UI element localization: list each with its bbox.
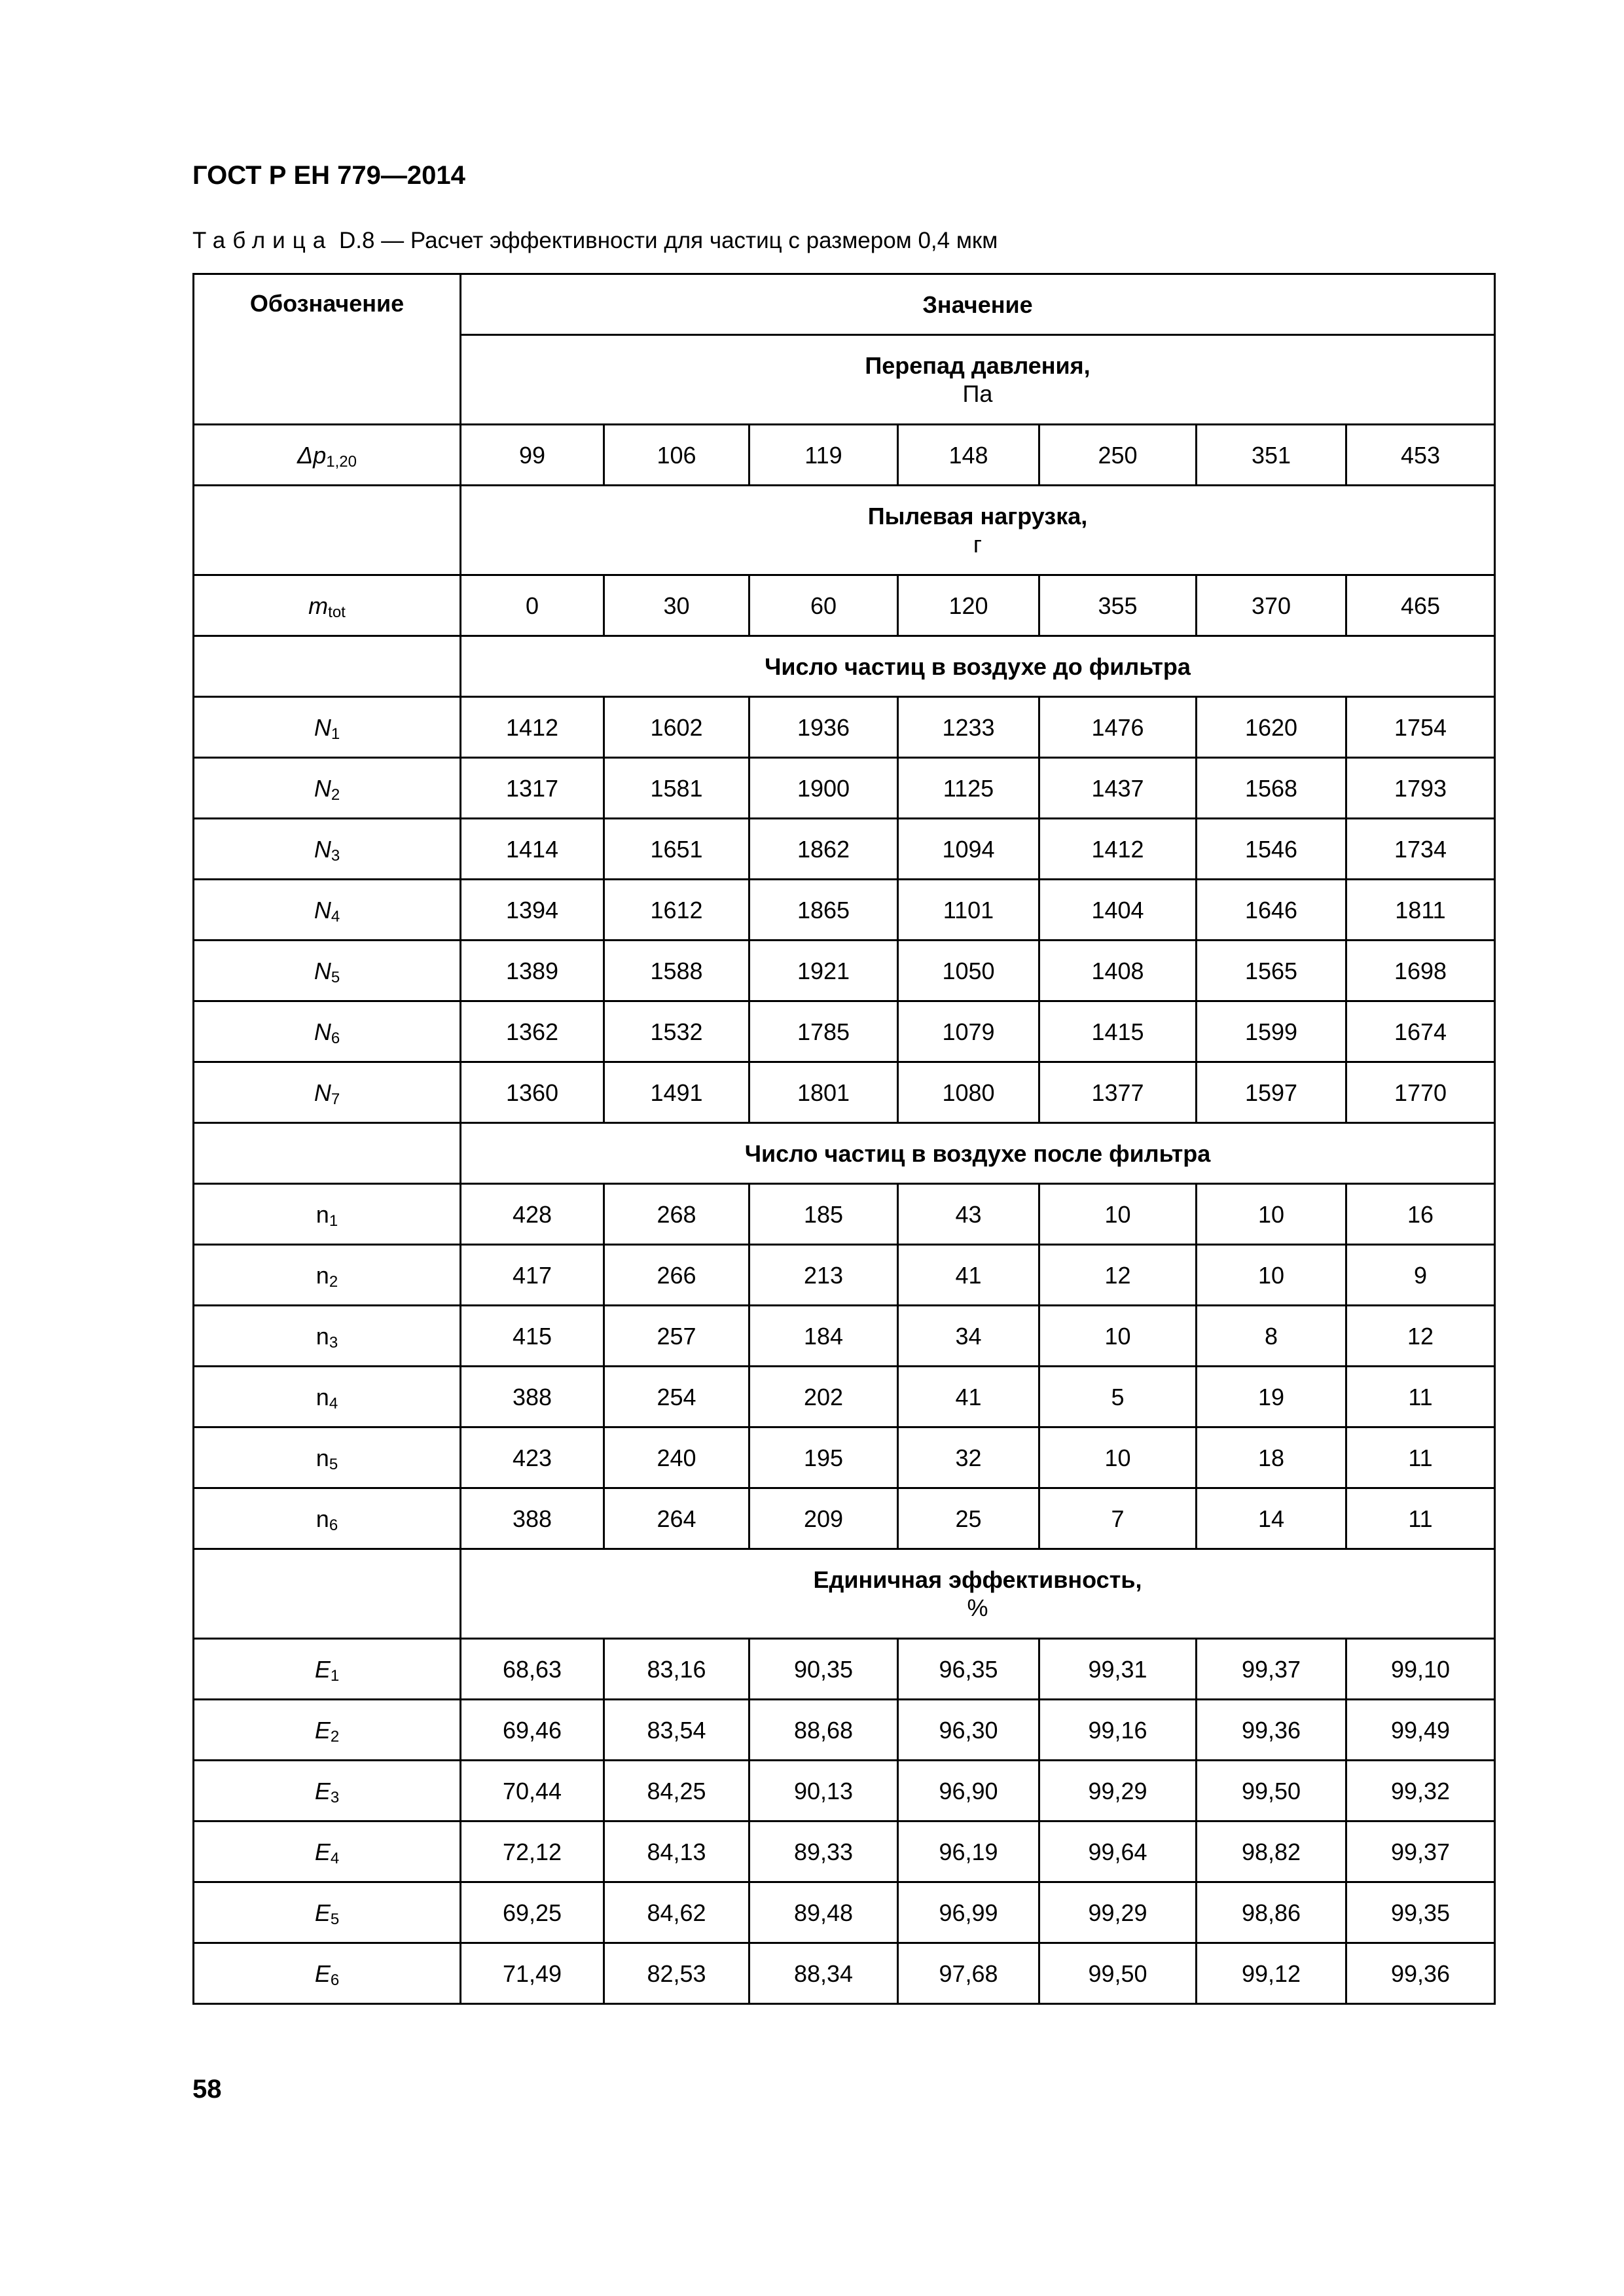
table-caption-text: D.8 — Расчет эффективности для частиц с размером 0,4 мкм	[338, 228, 998, 253]
section-title-text: Пылевая нагрузка,	[867, 503, 1088, 529]
symbol-subscript: 6	[329, 1516, 338, 1534]
symbol-cell	[194, 575, 461, 636]
table-row	[194, 1821, 1495, 1882]
value-cell: 1599	[1197, 1001, 1346, 1062]
symbol-letter: N	[314, 1018, 331, 1045]
value-cell: 1362	[461, 1001, 604, 1062]
value-cell: 184	[749, 1306, 898, 1367]
value-cell: 1770	[1346, 1062, 1495, 1123]
table-row	[194, 1761, 1495, 1821]
value-cell: 1811	[1346, 880, 1495, 941]
value-cell: 89,48	[749, 1882, 898, 1943]
value-cell: 185	[749, 1184, 898, 1245]
value-cell: 453	[1346, 425, 1495, 486]
value-cell: 96,19	[898, 1821, 1039, 1882]
symbol-subscript: 2	[331, 785, 340, 804]
value-cell: 84,25	[604, 1761, 749, 1821]
value-cell: 1050	[898, 941, 1039, 1001]
value-cell: 1620	[1197, 697, 1346, 758]
value-cell: 1865	[749, 880, 898, 941]
table-row	[194, 1639, 1495, 1700]
value-cell: 266	[604, 1245, 749, 1306]
symbol-cell	[194, 1761, 461, 1821]
symbol-cell	[194, 425, 461, 486]
symbol-letter: E	[314, 1716, 331, 1744]
symbol-letter: N	[314, 896, 331, 924]
value-cell: 254	[604, 1367, 749, 1427]
value-cell: 195	[749, 1427, 898, 1488]
value-cell: 12	[1039, 1245, 1197, 1306]
value-cell: 96,30	[898, 1700, 1039, 1761]
value-cell: 68,63	[461, 1639, 604, 1700]
table-row	[194, 1184, 1495, 1245]
table-row	[194, 819, 1495, 880]
section-header-row	[194, 1549, 1495, 1639]
table-row	[194, 1882, 1495, 1943]
symbol-cell	[194, 1184, 461, 1245]
value-cell: 99,36	[1346, 1943, 1495, 2004]
symbol-subscript: 4	[330, 1849, 340, 1867]
empty-symbol-cell	[194, 636, 461, 697]
symbol-cell	[194, 1700, 461, 1761]
value-cell: 10	[1039, 1427, 1197, 1488]
value-cell: 43	[898, 1184, 1039, 1245]
value-cell: 90,13	[749, 1761, 898, 1821]
value-cell: 34	[898, 1306, 1039, 1367]
symbol-cell	[194, 941, 461, 1001]
symbol-subscript: 2	[329, 1272, 338, 1291]
value-cell: 71,49	[461, 1943, 604, 2004]
value-cell: 1921	[749, 941, 898, 1001]
symbol-subscript: 5	[331, 968, 340, 986]
value-cell: 1801	[749, 1062, 898, 1123]
symbol-letter: N	[314, 957, 331, 984]
value-cell: 1565	[1197, 941, 1346, 1001]
symbol-letter: n	[316, 1261, 329, 1289]
value-cell: 83,54	[604, 1700, 749, 1761]
value-cell: 1415	[1039, 1001, 1197, 1062]
value-cell: 106	[604, 425, 749, 486]
page-number: 58	[192, 2075, 222, 2104]
section-title-text: Единичная эффективность,	[813, 1566, 1142, 1593]
value-cell: 1412	[1039, 819, 1197, 880]
value-cell: 99,29	[1039, 1882, 1197, 1943]
table-header-row	[194, 274, 1495, 335]
value-cell: 250	[1039, 425, 1197, 486]
symbol-letter: m	[308, 592, 329, 619]
symbol-cell	[194, 1062, 461, 1123]
value-cell: 1377	[1039, 1062, 1197, 1123]
value-cell: 202	[749, 1367, 898, 1427]
value-cell: 99,32	[1346, 1761, 1495, 1821]
empty-symbol-cell	[194, 486, 461, 575]
symbol-cell	[194, 1367, 461, 1427]
value-cell: 465	[1346, 575, 1495, 636]
value-cell: 370	[1197, 575, 1346, 636]
value-cell: 99,50	[1039, 1943, 1197, 2004]
symbol-subscript: 4	[329, 1394, 338, 1412]
symbol-letter: E	[314, 1960, 331, 1987]
symbol-subscript: tot	[328, 603, 346, 621]
symbol-letter: n	[316, 1444, 329, 1471]
value-cell: 1360	[461, 1062, 604, 1123]
value-cell: 99,37	[1346, 1821, 1495, 1882]
value-cell: 1546	[1197, 819, 1346, 880]
table-row	[194, 1306, 1495, 1367]
table-row	[194, 1062, 1495, 1123]
empty-symbol-cell	[194, 1123, 461, 1184]
symbol-subscript: 2	[330, 1727, 340, 1746]
value-cell: 96,90	[898, 1761, 1039, 1821]
value-cell: 82,53	[604, 1943, 749, 2004]
value-cell: 1317	[461, 758, 604, 819]
section-header-row	[194, 486, 1495, 575]
value-cell: 213	[749, 1245, 898, 1306]
empty-symbol-cell	[194, 1549, 461, 1639]
value-cell: 1734	[1346, 819, 1495, 880]
value-cell: 18	[1197, 1427, 1346, 1488]
value-cell: 1080	[898, 1062, 1039, 1123]
value-cell: 119	[749, 425, 898, 486]
value-cell: 351	[1197, 425, 1346, 486]
value-cell: 69,46	[461, 1700, 604, 1761]
value-cell: 11	[1346, 1427, 1495, 1488]
value-cell: 1588	[604, 941, 749, 1001]
value-cell: 1646	[1197, 880, 1346, 941]
table-row	[194, 758, 1495, 819]
symbol-subscript: 1	[330, 1666, 340, 1685]
symbol-subscript: 1	[331, 725, 340, 743]
symbol-cell	[194, 1427, 461, 1488]
symbol-subscript: 3	[329, 1333, 338, 1352]
value-cell: 10	[1197, 1245, 1346, 1306]
value-cell: 1389	[461, 941, 604, 1001]
value-cell: 99,35	[1346, 1882, 1495, 1943]
value-cell: 72,12	[461, 1821, 604, 1882]
symbol-letter: N	[314, 774, 331, 802]
value-cell: 60	[749, 575, 898, 636]
table-row	[194, 1245, 1495, 1306]
symbol-letter: E	[314, 1777, 331, 1804]
section-unit: Па	[962, 380, 993, 407]
value-cell: 96,99	[898, 1882, 1039, 1943]
symbol-cell	[194, 1821, 461, 1882]
symbol-letter: n	[316, 1200, 329, 1228]
value-cell: 99,36	[1197, 1700, 1346, 1761]
table-row	[194, 425, 1495, 486]
value-cell: 1793	[1346, 758, 1495, 819]
value-cell: 99,31	[1039, 1639, 1197, 1700]
value-cell: 1651	[604, 819, 749, 880]
value-cell: 30	[604, 575, 749, 636]
section-unit: %	[967, 1594, 988, 1621]
value-cell: 99,49	[1346, 1700, 1495, 1761]
symbol-cell	[194, 1306, 461, 1367]
value-cell: 1079	[898, 1001, 1039, 1062]
symbol-letter: N	[314, 1079, 331, 1106]
value-cell: 12	[1346, 1306, 1495, 1367]
symbol-letter: N	[314, 835, 331, 863]
table-row	[194, 1943, 1495, 2004]
symbol-letter: n	[316, 1505, 329, 1532]
value-cell: 1404	[1039, 880, 1197, 941]
symbol-subscript: 5	[329, 1455, 338, 1473]
value-cell: 99,12	[1197, 1943, 1346, 2004]
value-cell: 25	[898, 1488, 1039, 1549]
value-cell: 388	[461, 1367, 604, 1427]
value-cell: 1785	[749, 1001, 898, 1062]
table-row	[194, 575, 1495, 636]
symbol-cell	[194, 1639, 461, 1700]
value-cell: 88,68	[749, 1700, 898, 1761]
symbol-cell	[194, 758, 461, 819]
value-cell: 19	[1197, 1367, 1346, 1427]
value-cell: 1094	[898, 819, 1039, 880]
value-cell: 10	[1197, 1184, 1346, 1245]
symbol-subscript: 3	[330, 1788, 340, 1806]
symbol-letter: E	[314, 1838, 331, 1865]
document-standard-header: ГОСТ Р ЕН 779—2014	[192, 161, 465, 190]
value-cell: 1412	[461, 697, 604, 758]
symbol-subscript: 1,20	[326, 452, 357, 471]
value-cell: 99,50	[1197, 1761, 1346, 1821]
symbol-subscript: 4	[331, 907, 340, 925]
value-cell: 1612	[604, 880, 749, 941]
value-cell: 5	[1039, 1367, 1197, 1427]
table-row	[194, 697, 1495, 758]
symbol-cell	[194, 697, 461, 758]
value-cell: 120	[898, 575, 1039, 636]
value-cell: 99,10	[1346, 1639, 1495, 1700]
table-row	[194, 880, 1495, 941]
value-cell: 32	[898, 1427, 1039, 1488]
value-cell: 88,34	[749, 1943, 898, 2004]
section-title	[461, 335, 1495, 425]
value-cell: 148	[898, 425, 1039, 486]
value-cell: 9	[1346, 1245, 1495, 1306]
column-header-value: Значение	[461, 274, 1495, 335]
symbol-letter: E	[314, 1655, 331, 1683]
symbol-cell	[194, 1882, 461, 1943]
value-cell: 1101	[898, 880, 1039, 941]
value-cell: 1674	[1346, 1001, 1495, 1062]
efficiency-table	[192, 273, 1496, 2005]
table-row	[194, 1367, 1495, 1427]
value-cell: 417	[461, 1245, 604, 1306]
symbol-subscript: 6	[330, 1971, 340, 1989]
symbol-subscript: 1	[329, 1211, 338, 1230]
value-cell: 1408	[1039, 941, 1197, 1001]
section-title	[461, 486, 1495, 575]
symbol-subscript: 7	[331, 1090, 340, 1108]
section-title	[461, 636, 1495, 697]
value-cell: 1936	[749, 697, 898, 758]
value-cell: 96,35	[898, 1639, 1039, 1700]
symbol-cell	[194, 1488, 461, 1549]
section-title-text: Перепад давления,	[865, 352, 1091, 379]
value-cell: 1900	[749, 758, 898, 819]
section-unit: г	[973, 531, 983, 558]
value-cell: 8	[1197, 1306, 1346, 1367]
symbol-subscript: 5	[330, 1910, 340, 1928]
table-caption-lead: Таблица	[192, 228, 333, 253]
value-cell: 84,13	[604, 1821, 749, 1882]
section-header-row	[194, 636, 1495, 697]
table-row	[194, 1488, 1495, 1549]
value-cell: 90,35	[749, 1639, 898, 1700]
table-row	[194, 1427, 1495, 1488]
value-cell: 355	[1039, 575, 1197, 636]
symbol-subscript: 3	[331, 846, 340, 865]
value-cell: 1532	[604, 1001, 749, 1062]
value-cell: 97,68	[898, 1943, 1039, 2004]
symbol-letter: n	[316, 1322, 329, 1350]
value-cell: 1491	[604, 1062, 749, 1123]
value-cell: 70,44	[461, 1761, 604, 1821]
section-title-text: Число частиц в воздухе до фильтра	[765, 653, 1191, 680]
value-cell: 99	[461, 425, 604, 486]
value-cell: 1414	[461, 819, 604, 880]
value-cell: 89,33	[749, 1821, 898, 1882]
value-cell: 1437	[1039, 758, 1197, 819]
table-body	[194, 274, 1495, 2004]
value-cell: 11	[1346, 1367, 1495, 1427]
value-cell: 264	[604, 1488, 749, 1549]
value-cell: 99,16	[1039, 1700, 1197, 1761]
value-cell: 7	[1039, 1488, 1197, 1549]
value-cell: 1581	[604, 758, 749, 819]
section-header-row	[194, 1123, 1495, 1184]
value-cell: 428	[461, 1184, 604, 1245]
value-cell: 1862	[749, 819, 898, 880]
symbol-cell	[194, 1001, 461, 1062]
value-cell: 268	[604, 1184, 749, 1245]
value-cell: 1476	[1039, 697, 1197, 758]
value-cell: 423	[461, 1427, 604, 1488]
value-cell: 11	[1346, 1488, 1495, 1549]
symbol-cell	[194, 880, 461, 941]
table-caption	[192, 228, 998, 254]
value-cell: 1394	[461, 880, 604, 941]
symbol-cell	[194, 819, 461, 880]
value-cell: 10	[1039, 1184, 1197, 1245]
symbol-cell	[194, 1245, 461, 1306]
value-cell: 1233	[898, 697, 1039, 758]
table-row	[194, 941, 1495, 1001]
value-cell: 41	[898, 1245, 1039, 1306]
value-cell: 84,62	[604, 1882, 749, 1943]
column-header-symbol: Обозначение	[194, 274, 461, 425]
value-cell: 16	[1346, 1184, 1495, 1245]
value-cell: 99,64	[1039, 1821, 1197, 1882]
value-cell: 388	[461, 1488, 604, 1549]
value-cell: 0	[461, 575, 604, 636]
symbol-letter: E	[314, 1899, 331, 1926]
value-cell: 83,16	[604, 1639, 749, 1700]
table-row	[194, 1001, 1495, 1062]
value-cell: 98,82	[1197, 1821, 1346, 1882]
value-cell: 41	[898, 1367, 1039, 1427]
symbol-letter: N	[314, 713, 331, 741]
value-cell: 1568	[1197, 758, 1346, 819]
value-cell: 98,86	[1197, 1882, 1346, 1943]
value-cell: 1602	[604, 697, 749, 758]
value-cell: 1125	[898, 758, 1039, 819]
value-cell: 99,37	[1197, 1639, 1346, 1700]
value-cell: 415	[461, 1306, 604, 1367]
table-row	[194, 1700, 1495, 1761]
value-cell: 240	[604, 1427, 749, 1488]
value-cell: 10	[1039, 1306, 1197, 1367]
section-title-text: Число частиц в воздухе после фильтра	[744, 1139, 1211, 1167]
symbol-cell	[194, 1943, 461, 2004]
value-cell: 99,29	[1039, 1761, 1197, 1821]
value-cell: 1597	[1197, 1062, 1346, 1123]
symbol-letter: n	[316, 1383, 329, 1410]
symbol-letter: Δp	[297, 441, 327, 469]
section-title	[461, 1549, 1495, 1639]
section-title	[461, 1123, 1495, 1184]
value-cell: 209	[749, 1488, 898, 1549]
symbol-subscript: 6	[331, 1029, 340, 1047]
value-cell: 1754	[1346, 697, 1495, 758]
value-cell: 1698	[1346, 941, 1495, 1001]
value-cell: 69,25	[461, 1882, 604, 1943]
value-cell: 14	[1197, 1488, 1346, 1549]
value-cell: 257	[604, 1306, 749, 1367]
